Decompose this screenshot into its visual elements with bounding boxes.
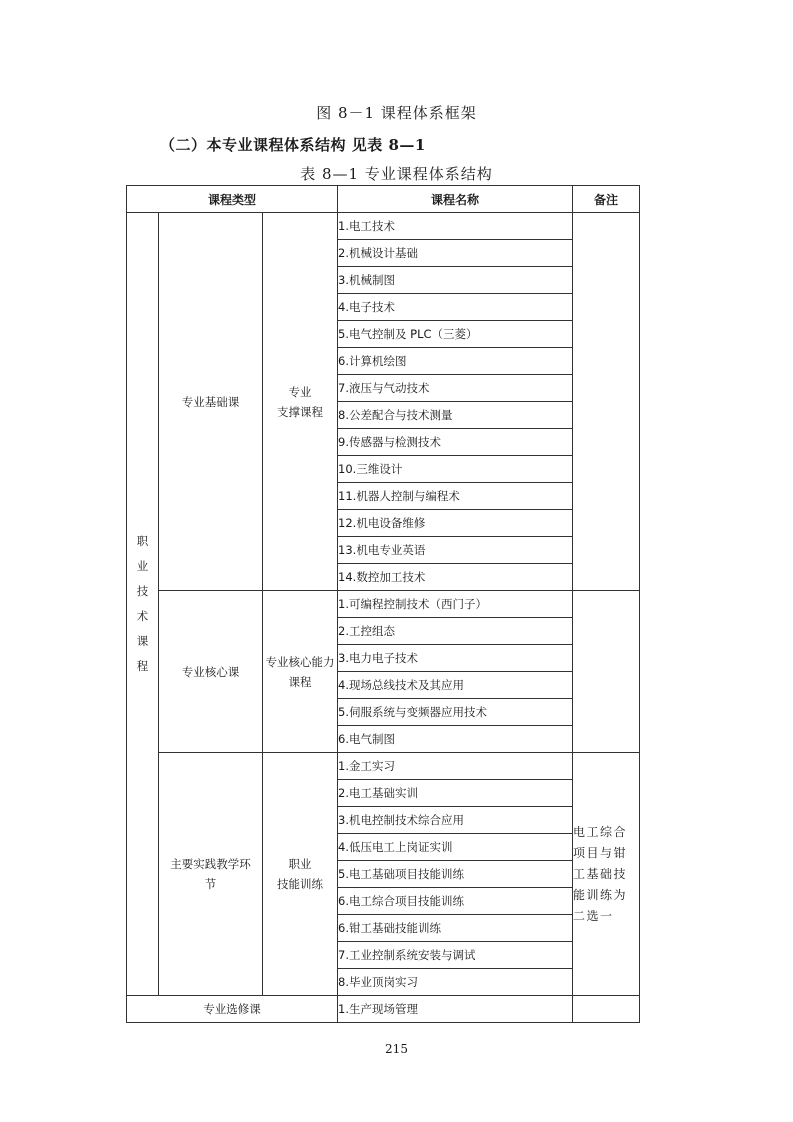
course-name: 1.金工实习 <box>338 753 573 780</box>
course-name: 11.机器人控制与编程术 <box>338 483 573 510</box>
cell-line: 专业 <box>288 384 312 399</box>
course-name: 6.电气制图 <box>338 726 573 753</box>
cell-line: 主要实践教学环 <box>170 857 251 871</box>
course-name: 3.机械制图 <box>338 267 573 294</box>
course-name: 2.电工基础实训 <box>338 780 573 807</box>
header-note: 备注 <box>573 186 640 213</box>
course-name: 6.钳工基础技能训练 <box>338 915 573 942</box>
course-name: 12.机电设备维修 <box>338 510 573 537</box>
course-name: 1.可编程控制技术（西门子） <box>338 591 573 618</box>
outer-category-cell <box>127 213 159 996</box>
course-name: 13.机电专业英语 <box>338 537 573 564</box>
course-name: 1.电工技术 <box>338 213 573 240</box>
table-row <box>127 591 640 618</box>
table-row <box>127 213 640 240</box>
course-name: 3.电力电子技术 <box>338 645 573 672</box>
course-name: 4.电子技术 <box>338 294 573 321</box>
note-cell <box>573 996 640 1023</box>
category-basic: 专业基础课 <box>159 213 263 591</box>
course-name: 7.液压与气动技术 <box>338 375 573 402</box>
table-row <box>127 753 640 780</box>
subcategory-basic <box>263 213 338 591</box>
course-name: 8.毕业顶岗实习 <box>338 969 573 996</box>
header-course-type: 课程类型 <box>127 186 338 213</box>
figure-caption: 图 8－1 课程体系框架 <box>316 104 477 122</box>
table-body <box>127 213 640 1023</box>
note-cell <box>573 591 640 753</box>
cell-line: 职业 <box>288 857 312 871</box>
category-elective: 专业选修课 <box>127 996 338 1023</box>
course-name: 8.公差配合与技术测量 <box>338 402 573 429</box>
course-name: 7.工业控制系统安装与调试 <box>338 942 573 969</box>
note-cell <box>573 213 640 591</box>
course-name: 4.现场总线技术及其应用 <box>338 672 573 699</box>
category-practice <box>159 753 263 996</box>
course-name: 5.电气控制及 PLC（三菱） <box>338 321 573 348</box>
outer-category-label: 职业技术课程 <box>136 534 149 673</box>
table-caption: 表 8—1 专业课程体系结构 <box>300 165 493 183</box>
course-name: 5.伺服系统与变频器应用技术 <box>338 699 573 726</box>
section-heading: （二）本专业课程体系结构 见表 8—1 <box>160 136 426 154</box>
course-name: 9.传感器与检测技术 <box>338 429 573 456</box>
course-name: 14.数控加工技术 <box>338 564 573 591</box>
cell-line: 专业核心能力 <box>265 654 335 669</box>
course-name: 6.计算机绘图 <box>338 348 573 375</box>
course-name: 10.三维设计 <box>338 456 573 483</box>
table-row <box>127 996 640 1023</box>
category-core: 专业核心课 <box>159 591 263 753</box>
course-name: 5.电工基础项目技能训练 <box>338 861 573 888</box>
course-name: 2.机械设计基础 <box>338 240 573 267</box>
course-name: 6.电工综合项目技能训练 <box>338 888 573 915</box>
course-structure-table <box>126 185 640 1023</box>
cell-line: 节 <box>204 877 217 891</box>
practice-note: 电工综合项目与钳工基础技能训练为二选一 <box>573 753 640 996</box>
course-name: 1.生产现场管理 <box>338 996 573 1023</box>
subcategory-core <box>263 591 338 753</box>
page-number: 215 <box>385 1042 408 1056</box>
subcategory-practice <box>263 753 338 996</box>
cell-line: 课程 <box>288 674 312 689</box>
course-name: 4.低压电工上岗证实训 <box>338 834 573 861</box>
course-name: 2.工控组态 <box>338 618 573 645</box>
cell-line: 技能训练 <box>277 877 324 891</box>
course-name: 3.机电控制技术综合应用 <box>338 807 573 834</box>
cell-line: 支撑课程 <box>277 404 324 419</box>
table-header-row <box>127 186 640 213</box>
header-course-name: 课程名称 <box>338 186 573 213</box>
